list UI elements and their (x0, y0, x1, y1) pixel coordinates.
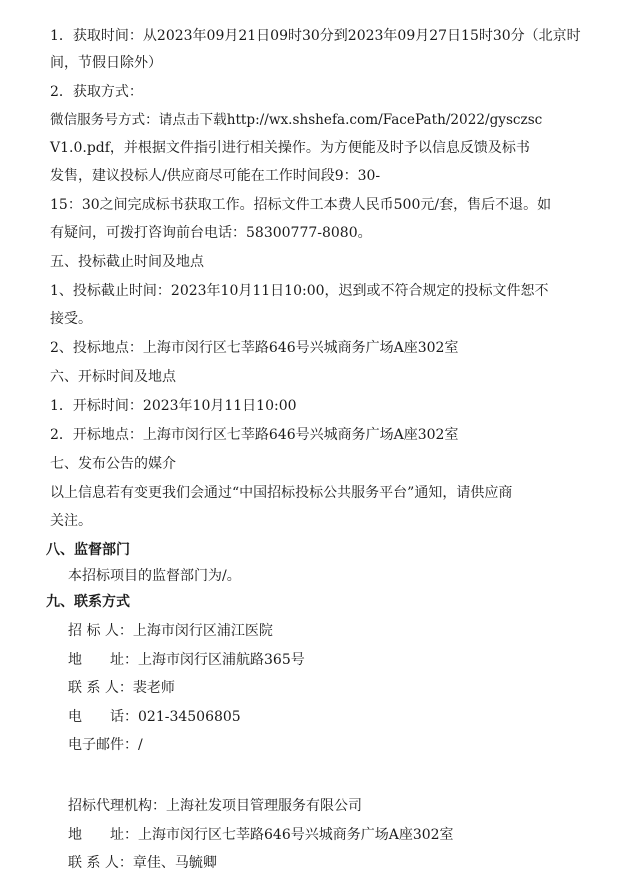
acquire-time-line-1: 1．获取时间：从2023年09月21日09时30分到2023年09月27日15时30分（北京时 (50, 28, 581, 44)
acquire-method-heading: 2．获取方式： (50, 84, 143, 100)
sale-advice-line: 发售，建议投标人/供应商尽可能在工作时间段9：30- (50, 168, 381, 184)
tenderer-email-row (68, 735, 143, 755)
supervision-line: 本招标项目的监督部门为/。 (68, 568, 241, 584)
tenderer-email-value: / (138, 737, 143, 753)
media-notice-line-2: 关注。 (50, 513, 92, 529)
bid-deadline-line-2: 接受。 (50, 311, 92, 327)
fee-line: 15：30之间完成标书获取工作。招标文件工本费人民币500元/套，售后不退。如 (50, 197, 552, 213)
acquire-time-line-2: 间，节假日除外） (50, 55, 162, 71)
tenderer-contact-row (68, 678, 175, 698)
agency-address-value: 上海市闵行区七莘路646号兴城商务广场A座302室 (138, 827, 454, 843)
opening-location-line: 2．开标地点：上海市闵行区七莘路646号兴城商务广场A座302室 (50, 427, 459, 443)
tenderer-email-label: 电子邮件： (68, 737, 138, 753)
section-6-heading: 六、开标时间及地点 (50, 369, 176, 385)
tenderer-value: 上海市闵行区浦江医院 (132, 623, 273, 639)
agency-contact-row (68, 853, 217, 873)
bid-deadline-line-1: 1、投标截止时间：2023年10月11日10:00，迟到或不符合规定的投标文件恕不 (50, 283, 549, 299)
agency-row (68, 796, 362, 816)
agency-label: 招标代理机构： (68, 798, 166, 814)
tenderer-label: 招 标 人： (68, 623, 133, 639)
media-notice-line-1: 以上信息若有变更我们会通过“中国招标投标公共服务平台”通知，请供应商 (50, 485, 513, 501)
agency-value: 上海社发项目管理服务有限公司 (166, 798, 362, 814)
opening-time-line: 1．开标时间：2023年10月11日10:00 (50, 398, 297, 414)
tenderer-contact-label: 联 系 人： (68, 680, 133, 696)
agency-address-label: 地 址： (68, 827, 138, 843)
tenderer-address-value: 上海市闵行区浦航路365号 (138, 652, 305, 668)
agency-contact-value: 章佳、马毓卿 (132, 855, 217, 871)
tenderer-phone-row (68, 707, 241, 727)
tenderer-address-label: 地 址： (68, 652, 138, 668)
tenderer-address-row (68, 650, 305, 670)
tenderer-row (68, 621, 273, 641)
wechat-download-line: 微信服务号方式：请点击下载http://wx.shshefa.com/FacePath/2022/gysczsc (50, 112, 543, 128)
tenderer-contact-value: 裴老师 (132, 680, 175, 696)
tenderer-phone-value: 021-34506805 (138, 709, 241, 725)
section-7-heading: 七、发布公告的媒介 (50, 456, 176, 472)
section-9-heading: 九、联系方式 (46, 594, 130, 610)
tenderer-phone-label: 电 话： (68, 709, 138, 725)
agency-address-row (68, 825, 454, 845)
agency-contact-label: 联 系 人： (68, 855, 133, 871)
bid-location-line: 2、投标地点：上海市闵行区七莘路646号兴城商务广场A座302室 (50, 340, 459, 356)
section-5-heading: 五、投标截止时间及地点 (50, 254, 204, 270)
inquiry-phone-line: 有疑问，可拨打咨询前台电话：58300777-8080。 (50, 225, 372, 241)
section-8-heading: 八、监督部门 (46, 542, 130, 558)
wechat-instructions-line: V1.0.pdf，并根据文件指引进行相关操作。为方便能及时予以信息反馈及标书 (50, 140, 530, 156)
